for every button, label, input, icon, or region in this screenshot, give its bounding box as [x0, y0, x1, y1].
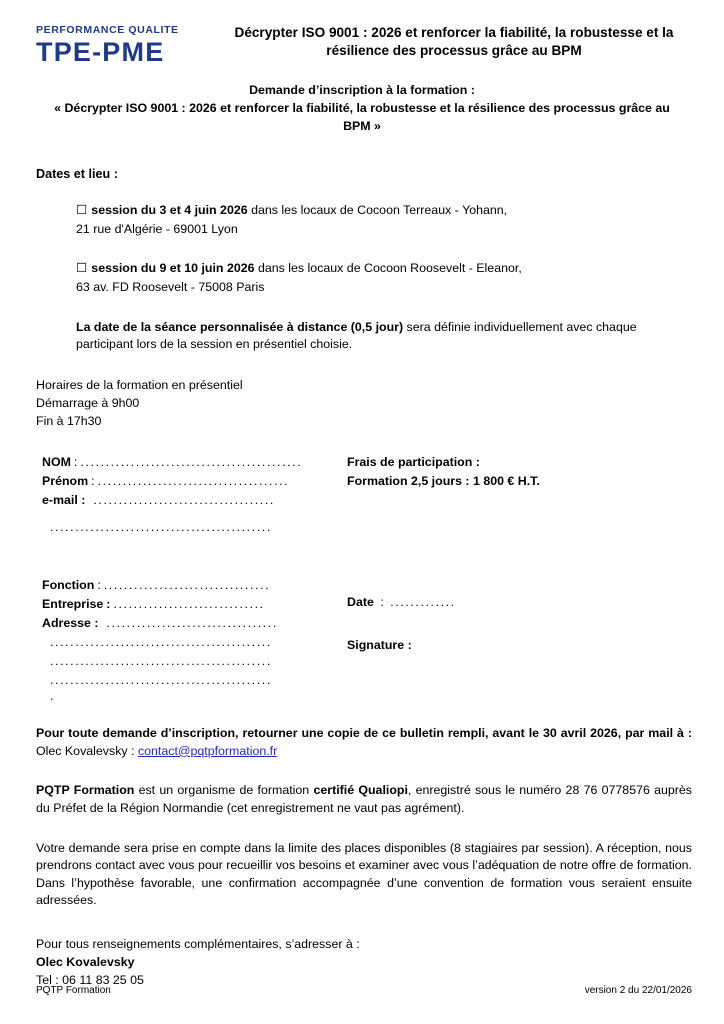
prenom-colon: :	[91, 473, 95, 488]
nom-label: NOM	[42, 455, 71, 470]
schedule-block	[36, 377, 692, 431]
session-option-2[interactable]	[76, 260, 692, 296]
org-text-2: , enregistré sous le numéro 28 76 0778576 auprès du Préfet de la Région Normandie (cet enregistrement ne vaut pas agrément).	[36, 783, 693, 816]
email-input[interactable]: ....................................	[93, 492, 275, 507]
fonction-label: Fonction	[42, 578, 95, 593]
checkbox-icon[interactable]: ☐	[76, 260, 88, 275]
return-instructions	[36, 725, 692, 760]
schedule-line-3: Fin à 17h30	[36, 414, 102, 429]
entreprise-field-row[interactable]	[42, 595, 342, 614]
email-label: e-mail :	[42, 492, 86, 507]
footer-left: PQTP Formation	[36, 985, 111, 996]
remote-session-text: sera définie individuellement avec chaque participant lors de la session en présentiel choisie.	[76, 319, 637, 352]
capacity-paragraph: Votre demande sera prise en compte dans la limite des places disponibles (8 stagiaires par session). A réception, nous prendrons contact avec vous pour recueillir vos besoins et examiner avec vous l’adéquation de notre offre de formation. Dans l’hypothèse favorable, une confirmation accompagnée d’une convention de formation vous seraient ensuite adressées.	[36, 840, 692, 908]
email-extra-input[interactable]: ............................................	[50, 519, 272, 534]
remote-session-bold: La date de la séance personnalisée à distance (0,5 jour)	[76, 319, 404, 334]
contact-block	[36, 936, 692, 990]
return-contact-name: Olec Kovalevsky :	[36, 743, 135, 758]
form-block-personal	[36, 453, 692, 536]
subtitle-line2: « Décrypter ISO 9001 : 2026 et renforcer la fiabilité, la robustesse et la résilience des processus grâce au BPM »	[54, 100, 670, 133]
dates-section-label: Dates et lieu :	[36, 166, 118, 181]
adresse-input[interactable]: ..................................	[106, 616, 278, 631]
contact-name: Olec Kovalevsky	[36, 955, 135, 970]
nom-input[interactable]: ............................................	[80, 455, 303, 470]
email-extra-line-row[interactable]	[42, 518, 342, 537]
adresse-extra-input-2[interactable]: ............................................	[50, 653, 272, 668]
return-separator: :	[683, 726, 692, 741]
footer-right: version 2 du 22/01/2026	[584, 985, 692, 996]
logo-tagline: PERFORMANCE QUALITE	[36, 24, 179, 36]
signature-label: Signature :	[347, 638, 412, 653]
adresse-trailing-dot: .	[50, 688, 56, 703]
date-signature-column	[342, 576, 692, 703]
adresse-extra-input-3[interactable]: ............................................	[50, 672, 272, 687]
fees-value: Formation 2,5 jours : 1 800 € H.T.	[347, 473, 540, 488]
nom-colon: :	[73, 455, 78, 470]
org-certification-paragraph	[36, 782, 692, 817]
adresse-label: Adresse :	[42, 616, 99, 631]
org-name: PQTP Formation	[36, 783, 135, 798]
session-1-line	[76, 202, 692, 219]
page-header	[0, 0, 724, 66]
entreprise-input[interactable]: ..............................	[113, 597, 265, 612]
contact-intro: Pour tous renseignements complémentaires, s’adresser à :	[36, 937, 360, 952]
session-1-venue: dans les locaux de Cocoon Terreaux - Yohann,	[247, 202, 508, 217]
checkbox-icon[interactable]: ☐	[76, 202, 88, 217]
form-left-column	[42, 453, 342, 536]
adresse-extra-row-3[interactable]	[42, 671, 342, 690]
fonction-colon: :	[97, 578, 101, 593]
session-2-address: 63 av. FD Roosevelt - 75008 Paris	[76, 280, 265, 295]
session-2-line	[76, 260, 692, 277]
org-text-1: est un organisme de formation	[134, 783, 314, 798]
session-1-title: session du 3 et 4 juin 2026	[91, 202, 248, 217]
return-instructions-text: Pour toute demande d’inscription, retourner une copie de ce bulletin rempli, avant le 30 avril 2026, par mail à	[36, 726, 684, 741]
form-block-company	[36, 576, 692, 703]
entreprise-colon: :	[106, 597, 111, 612]
logo-name: TPE-PME	[36, 36, 165, 67]
date-colon: :	[380, 595, 384, 610]
prenom-label: Prénom	[42, 473, 89, 488]
org-certification: certifié Qualiopi	[313, 783, 408, 798]
subtitle-line1: Demande d’inscription à la formation :	[249, 82, 475, 97]
prenom-input[interactable]: ......................................	[97, 473, 290, 488]
form-left-column-2	[42, 576, 342, 703]
fees-title: Frais de participation :	[347, 455, 480, 470]
date-label: Date	[347, 595, 374, 610]
fees-column	[342, 453, 692, 536]
fonction-input[interactable]: .................................	[103, 578, 271, 593]
prenom-field-row[interactable]	[42, 472, 342, 491]
remote-session-note	[76, 319, 692, 353]
email-field-row[interactable]	[42, 491, 342, 510]
session-2-title: session du 9 et 10 juin 2026	[91, 260, 255, 275]
entreprise-label: Entreprise	[42, 597, 104, 612]
logo	[36, 22, 206, 66]
adresse-field-row[interactable]	[42, 614, 342, 633]
contact-phone: Tel : 06 11 83 25 05	[36, 973, 144, 988]
date-input[interactable]: .............	[390, 595, 456, 610]
adresse-extra-row-1[interactable]	[42, 633, 342, 652]
document-content	[0, 166, 724, 990]
date-field-row[interactable]	[347, 594, 692, 611]
page-title: Décrypter ISO 9001 : 2026 et renforcer la fiabilité, la robustesse et la résilience des processus grâce au BPM	[234, 25, 674, 59]
contact-email-link[interactable]: contact@pqtpformation.fr	[137, 743, 278, 758]
session-option-1[interactable]	[76, 202, 692, 238]
page-footer	[36, 985, 692, 996]
session-2-venue: dans les locaux de Cocoon Roosevelt - Eleanor,	[254, 260, 522, 275]
adresse-extra-input-1[interactable]: ............................................	[50, 635, 272, 650]
fonction-field-row[interactable]	[42, 576, 342, 595]
schedule-line-1: Horaires de la formation en présentiel	[36, 378, 243, 393]
subtitle	[40, 82, 684, 136]
nom-field-row[interactable]	[42, 453, 342, 472]
schedule-line-2: Démarrage à 9h00	[36, 396, 140, 411]
adresse-extra-row-2[interactable]	[42, 652, 342, 671]
session-1-address: 21 rue d'Algérie - 69001 Lyon	[76, 222, 238, 237]
